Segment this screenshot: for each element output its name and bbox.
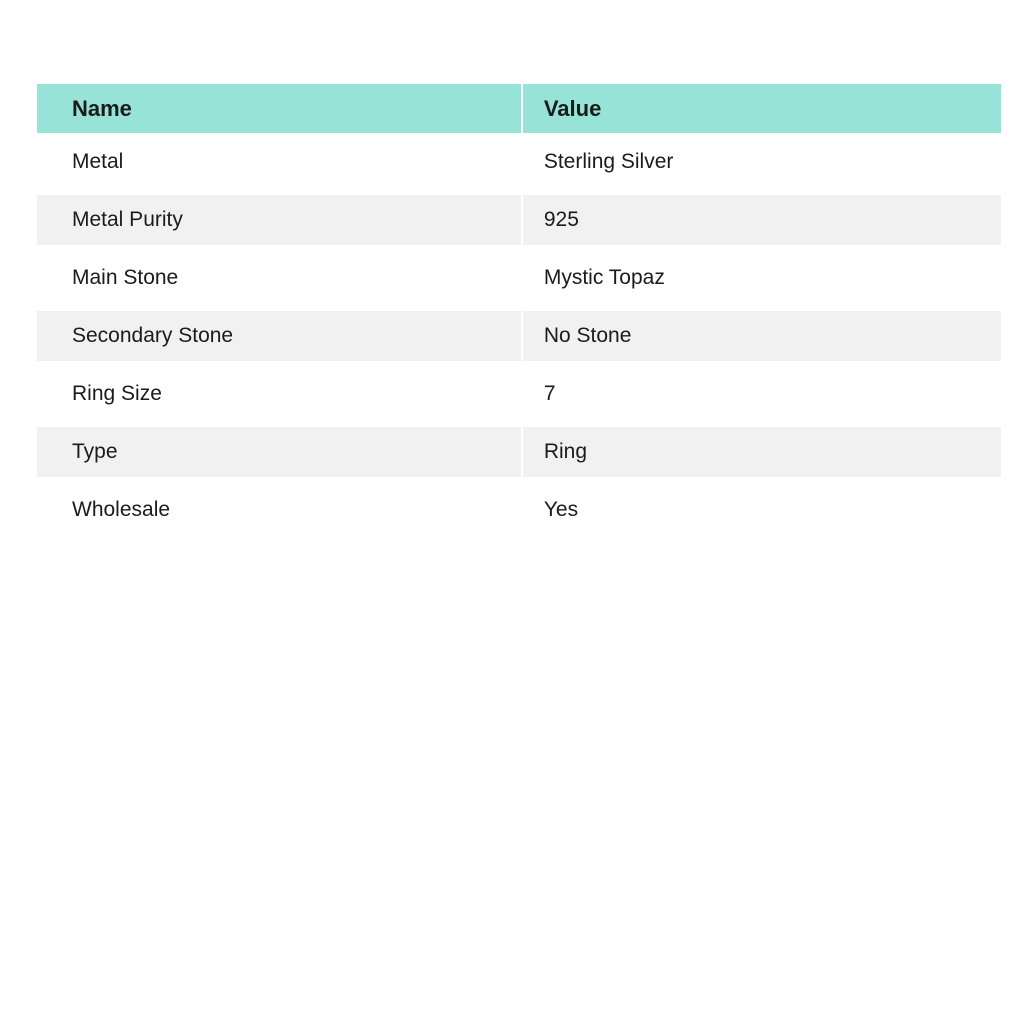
table-row: [37, 133, 1001, 191]
attribute-value-cell: Ring: [523, 423, 1001, 481]
attribute-value-cell: Yes: [523, 481, 1001, 539]
attribute-value-cell: 925: [523, 191, 1001, 249]
attribute-name-cell: Metal Purity: [37, 191, 523, 249]
table-row: [37, 307, 1001, 365]
table-row: [37, 191, 1001, 249]
header-row: [37, 84, 1001, 133]
attributes-table-container: [37, 84, 1001, 539]
attribute-name-cell: Secondary Stone: [37, 307, 523, 365]
table-body: [37, 133, 1001, 539]
attribute-name-cell: Wholesale: [37, 481, 523, 539]
table-row: [37, 481, 1001, 539]
attribute-name-cell: Main Stone: [37, 249, 523, 307]
attribute-value-cell: 7: [523, 365, 1001, 423]
attributes-table: [37, 84, 1001, 539]
column-header-value: Value: [523, 84, 1001, 133]
attribute-name-cell: Ring Size: [37, 365, 523, 423]
attribute-name-cell: Type: [37, 423, 523, 481]
table-row: [37, 423, 1001, 481]
attribute-value-cell: No Stone: [523, 307, 1001, 365]
table-header: [37, 84, 1001, 133]
column-header-name: Name: [37, 84, 523, 133]
attribute-value-cell: Sterling Silver: [523, 133, 1001, 191]
attribute-name-cell: Metal: [37, 133, 523, 191]
attribute-value-cell: Mystic Topaz: [523, 249, 1001, 307]
table-row: [37, 365, 1001, 423]
table-row: [37, 249, 1001, 307]
